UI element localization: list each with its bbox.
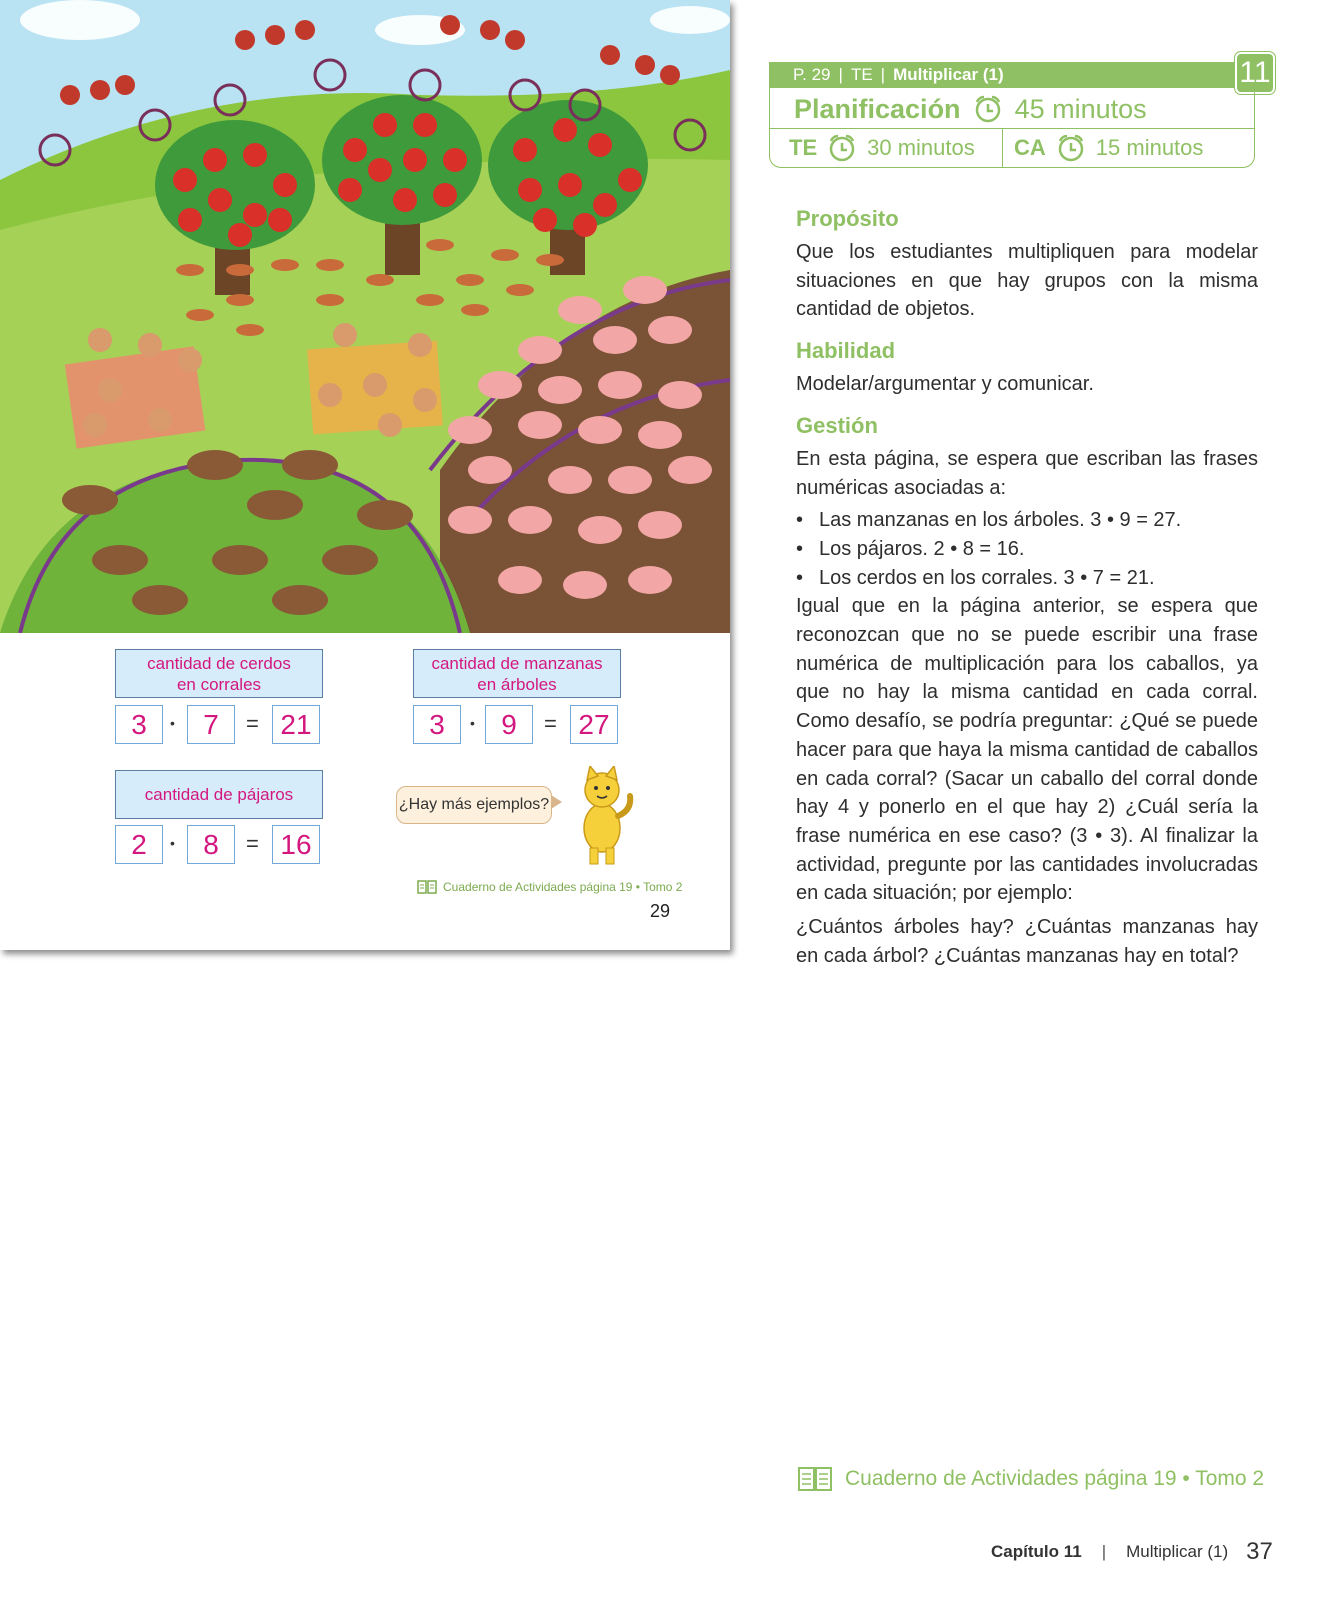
apples-dot: • <box>470 715 475 731</box>
birds-equals: = <box>246 831 259 856</box>
habilidad-heading: Habilidad <box>796 338 896 364</box>
speech-bubble: ¿Hay más ejemplos? <box>396 786 552 824</box>
birds-result: 16 <box>272 825 320 864</box>
guide-footer <box>797 1466 1264 1492</box>
birds-label-box <box>115 770 323 819</box>
list-item: • Los pájaros. 2 • 8 = 16. <box>796 535 1258 564</box>
ca-time-cell <box>1014 129 1203 167</box>
footer-topic: Multiplicar (1) <box>1126 1542 1229 1561</box>
page-number: 37 <box>1246 1538 1273 1565</box>
plan-title: Planificación <box>794 93 961 124</box>
plan-header: P. 29 | TE | Multiplicar (1) <box>769 62 1235 88</box>
apples-factor-a: 3 <box>413 705 461 744</box>
pigs-dot: • <box>170 715 175 731</box>
student-footer <box>417 880 682 894</box>
gestion-heading: Gestión <box>796 412 878 438</box>
pigs-factor-b: 7 <box>187 705 235 744</box>
apples-label-line2: en árboles <box>477 674 557 694</box>
pigs-factor-a: 3 <box>115 705 163 744</box>
gestion-intro: En esta página, se espera que escriban las frases numéricas asociadas a: <box>796 447 1258 499</box>
ca-label: CA <box>1014 135 1046 160</box>
planning-card <box>769 56 1271 168</box>
cat-mascot-icon <box>570 766 640 866</box>
alarm-clock-icon <box>1056 133 1086 163</box>
plan-header-page: P. 29 <box>793 65 831 84</box>
footer-separator: | <box>1101 1542 1107 1561</box>
plan-body <box>769 88 1255 168</box>
pigs-equals: = <box>246 711 259 736</box>
guide-footer-text: Cuaderno de Actividades página 19 • Tomo 2 <box>845 1467 1265 1490</box>
pigs-label-line2: en corrales <box>176 674 262 694</box>
te-time: 30 minutos <box>867 135 975 160</box>
te-label: TE <box>789 135 818 160</box>
pigs-result: 21 <box>272 705 320 744</box>
student-page-number: 29 <box>650 901 671 921</box>
birds-factor-b: 8 <box>187 825 235 864</box>
book-icon <box>797 1466 833 1492</box>
list-item: • Los cerdos en los corrales. 3 • 7 = 21. <box>796 564 1258 593</box>
page-footer <box>991 1538 1273 1566</box>
farm-illustration <box>0 0 730 633</box>
chapter-label: Capítulo 11 <box>991 1542 1082 1561</box>
pigs-label-box <box>115 649 323 698</box>
alarm-clock-icon <box>827 133 857 163</box>
te-time-cell <box>789 129 975 167</box>
list-item: • Las manzanas en los árboles. 3 • 9 = 27. <box>796 506 1258 535</box>
proposito-text: Que los estudiantes multipliquen para modelar situaciones en que hay grupos con la misma cantidad de objetos. <box>796 241 1258 321</box>
plan-total-time: 45 minutos <box>1014 93 1147 124</box>
ca-time: 15 minutos <box>1095 135 1204 160</box>
apples-equals: = <box>544 711 557 736</box>
habilidad-text: Modelar/argumentar y comunicar. <box>796 373 1094 396</box>
gestion-questions: ¿Cuántos árboles hay? ¿Cuántas manzanas hay en cada árbol? ¿Cuántas manzanas hay en total? <box>796 916 1258 967</box>
birds-label-line1: cantidad de pájaros <box>144 785 294 804</box>
plan-title-row <box>794 92 1147 126</box>
lesson-number-badge: 11 <box>1235 52 1275 94</box>
book-icon <box>417 880 437 894</box>
teacher-guide <box>796 194 1258 970</box>
alarm-clock-icon <box>973 94 1003 124</box>
student-footer-text: Cuaderno de Actividades página 19 • Tomo 2 <box>443 880 683 894</box>
proposito-heading: Propósito <box>796 206 899 231</box>
apples-label-line1: cantidad de manzanas <box>431 653 603 673</box>
plan-time-row <box>770 129 1254 167</box>
pigs-label-line1: cantidad de cerdos <box>147 653 291 673</box>
apples-label-box <box>413 649 621 698</box>
plan-vertical-divider <box>1002 129 1003 167</box>
apples-result: 27 <box>570 705 618 744</box>
birds-dot: • <box>170 835 175 851</box>
birds-factor-a: 2 <box>115 825 163 864</box>
gestion-bullet-list <box>796 506 1258 592</box>
plan-header-te: TE <box>850 65 873 84</box>
gestion-body: Igual que en la página anterior, se espera que reconozcan que no se puede escribir una frase numérica de multiplicación para los caballos, ya que no hay la misma cantidad en cada corral. Como desafío, se podría preguntar: ¿Qué se puede hacer para que haya la misma cantidad de caballos en cada corral? (Sacar un caballo del corral donde hay 4 y ponerlo en el que hay 2) ¿Cuál sería la frase numérica en ese caso? (3 • 3). Al finalizar la actividad, pregunte por las cantidades involucradas en cada situación; por ejemplo: <box>796 595 1258 905</box>
plan-header-topic: Multiplicar (1) <box>893 65 1004 84</box>
student-page <box>0 0 730 950</box>
apples-factor-b: 9 <box>485 705 533 744</box>
